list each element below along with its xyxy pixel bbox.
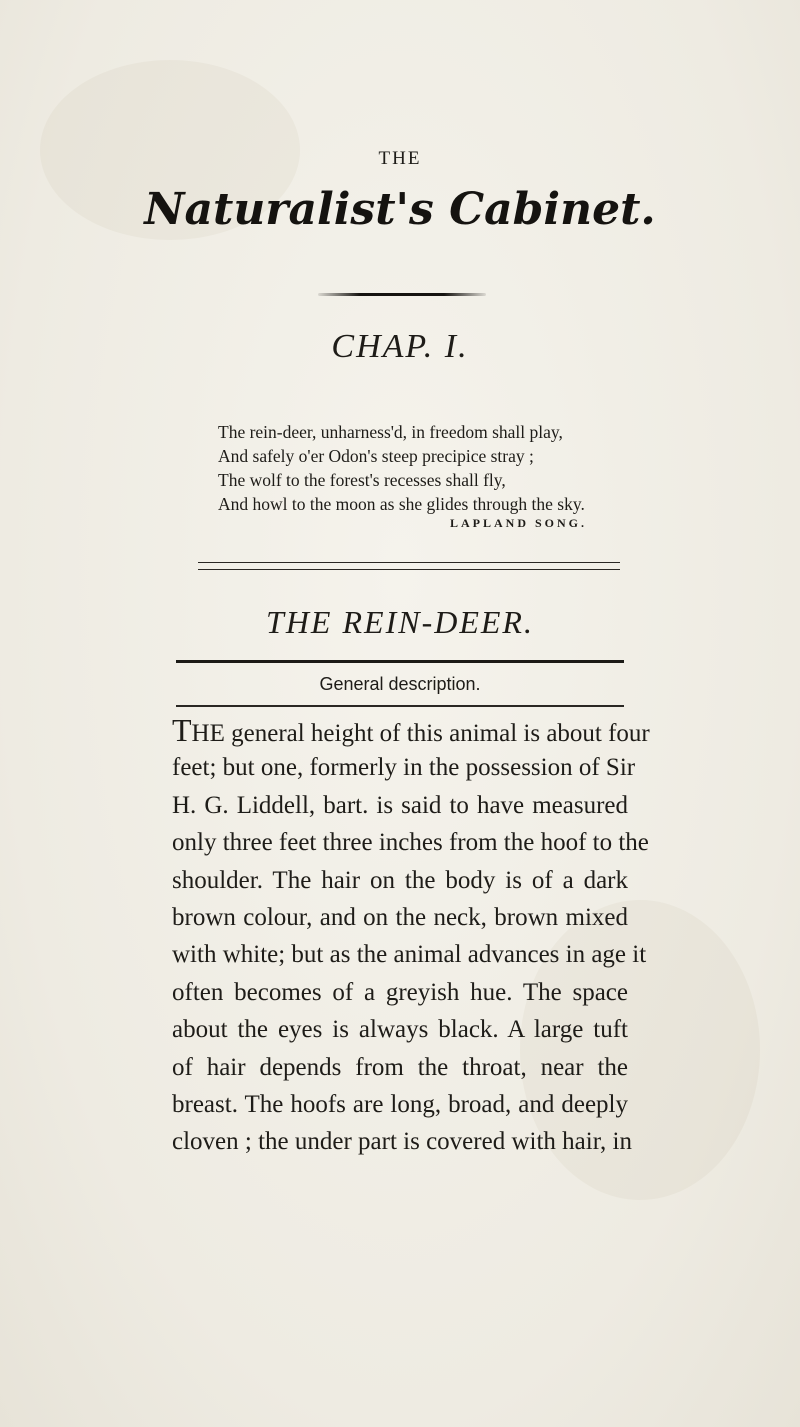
body-line: H. G. Liddell, bart. is said to have measured — [172, 791, 628, 819]
body-line: breast. The hoofs are long, broad, and deeply — [172, 1090, 628, 1118]
epigraph-line: The rein-deer, unharness'd, in freedom shall play, — [218, 422, 563, 442]
book-title: Naturalist's Cabinet. — [144, 184, 656, 235]
body-line: about the eyes is always black. A large tuft — [172, 1016, 628, 1044]
body-line: only three feet three inches from the hoof to the — [172, 829, 649, 857]
body-paragraph — [172, 712, 650, 1161]
epigraph-source: LAPLAND SONG. — [450, 516, 588, 530]
body-line: brown colour, and on the neck, brown mixed — [172, 903, 628, 931]
epigraph-line: The wolf to the forest's recesses shall fly, — [218, 470, 506, 490]
body-line-text: HE general height of this animal is about four — [191, 720, 650, 747]
body-line: with white; but as the animal advances in age it — [172, 941, 647, 969]
running-header: THE — [378, 148, 422, 169]
epigraph-poem — [218, 420, 778, 516]
body-line: shoulder. The hair on the body is of a dark — [172, 866, 628, 894]
subtitle-bottom-rule — [176, 705, 624, 707]
body-line — [172, 712, 650, 749]
subtitle-top-rule — [176, 660, 624, 663]
section-title: THE REIN-DEER. — [266, 604, 534, 640]
body-line: often becomes of a greyish hue. The space — [172, 978, 628, 1006]
body-line: feet; but one, formerly in the possession of Sir — [172, 754, 636, 782]
title-rule — [318, 293, 486, 296]
epigraph-line: And howl to the moon as she glides through the sky. — [218, 494, 585, 514]
drop-cap: T — [172, 712, 192, 748]
chapter-heading: CHAP. I. — [331, 328, 469, 365]
body-line: cloven ; the under part is covered with hair, in — [172, 1128, 632, 1156]
body-line: of hair depends from the throat, near the — [172, 1053, 628, 1081]
section-divider — [198, 562, 620, 570]
epigraph-line: And safely o'er Odon's steep precipice stray ; — [218, 446, 534, 466]
section-subtitle: General description. — [319, 674, 481, 694]
